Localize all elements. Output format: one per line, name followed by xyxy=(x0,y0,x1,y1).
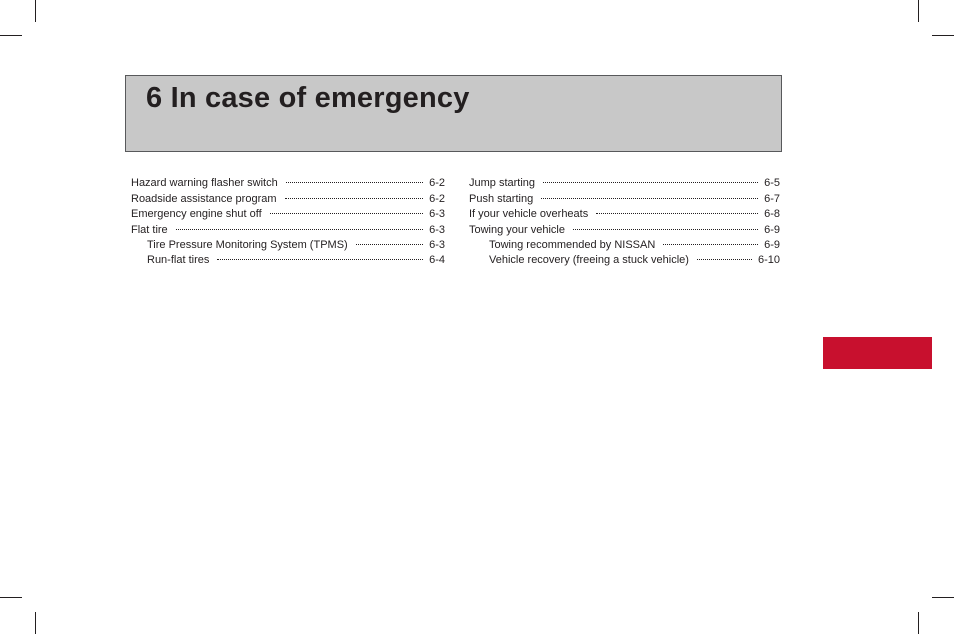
toc-entry-label: Emergency engine shut off xyxy=(131,208,262,221)
toc-entry-label: Vehicle recovery (freeing a stuck vehicle) xyxy=(489,254,689,267)
toc-entry-label: Roadside assistance program xyxy=(131,192,277,205)
chapter-title: 6 In case of emergency xyxy=(146,82,470,114)
toc-entry-label: Flat tire xyxy=(131,223,168,236)
toc-entry-page: 6-2 xyxy=(429,177,445,190)
toc-entry-page: 6-10 xyxy=(757,254,780,267)
dot-leader xyxy=(285,186,424,201)
toc-entry-label: Towing your vehicle xyxy=(469,223,565,236)
chapter-thumb-tab xyxy=(823,337,932,369)
toc-entry-page: 6-3 xyxy=(429,223,445,236)
chapter-header xyxy=(125,75,782,152)
toc-entry-page: 6-8 xyxy=(764,208,780,221)
toc-entry-page: 6-3 xyxy=(429,208,445,221)
toc-entry-label: Towing recommended by NISSAN xyxy=(489,238,656,251)
crop-mark xyxy=(918,0,919,22)
crop-mark xyxy=(932,597,954,598)
crop-mark xyxy=(35,612,36,634)
crop-mark xyxy=(35,0,36,22)
toc-entry[interactable] xyxy=(131,217,445,236)
dot-leader xyxy=(596,202,758,217)
toc-entry-page: 6-9 xyxy=(764,223,780,236)
toc-entry-label: Hazard warning flasher switch xyxy=(131,177,278,190)
dot-leader xyxy=(543,171,758,186)
toc-entry-page: 6-4 xyxy=(429,254,445,267)
dot-leader xyxy=(217,248,423,263)
crop-mark xyxy=(932,35,954,36)
toc-entry[interactable] xyxy=(469,171,780,190)
dot-leader xyxy=(573,217,758,232)
dot-leader xyxy=(176,217,423,232)
toc-entry-label: If your vehicle overheats xyxy=(469,208,589,221)
dot-leader xyxy=(663,233,758,248)
toc-entry-label: Jump starting xyxy=(469,177,536,190)
dot-leader xyxy=(286,171,423,186)
crop-mark xyxy=(0,35,22,36)
dot-leader xyxy=(541,186,758,201)
toc-entry-label: Tire Pressure Monitoring System (TPMS) xyxy=(147,238,348,251)
dot-leader xyxy=(697,248,752,263)
toc-left-column xyxy=(131,171,445,267)
toc-entry-page: 6-2 xyxy=(429,192,445,205)
toc-right-column xyxy=(469,171,780,267)
toc-entry-page: 6-5 xyxy=(764,177,780,190)
toc-entry-label: Run-flat tires xyxy=(147,254,210,267)
dot-leader xyxy=(356,233,423,248)
dot-leader xyxy=(270,202,423,217)
toc-entry[interactable] xyxy=(131,171,445,190)
toc-entry-page: 6-9 xyxy=(764,238,780,251)
toc-entry-page: 6-3 xyxy=(429,238,445,251)
toc-subentry[interactable] xyxy=(131,233,445,251)
crop-mark xyxy=(0,597,22,598)
crop-mark xyxy=(918,612,919,634)
toc-entry-page: 6-7 xyxy=(764,192,780,205)
toc-entry-label: Push starting xyxy=(469,192,534,205)
